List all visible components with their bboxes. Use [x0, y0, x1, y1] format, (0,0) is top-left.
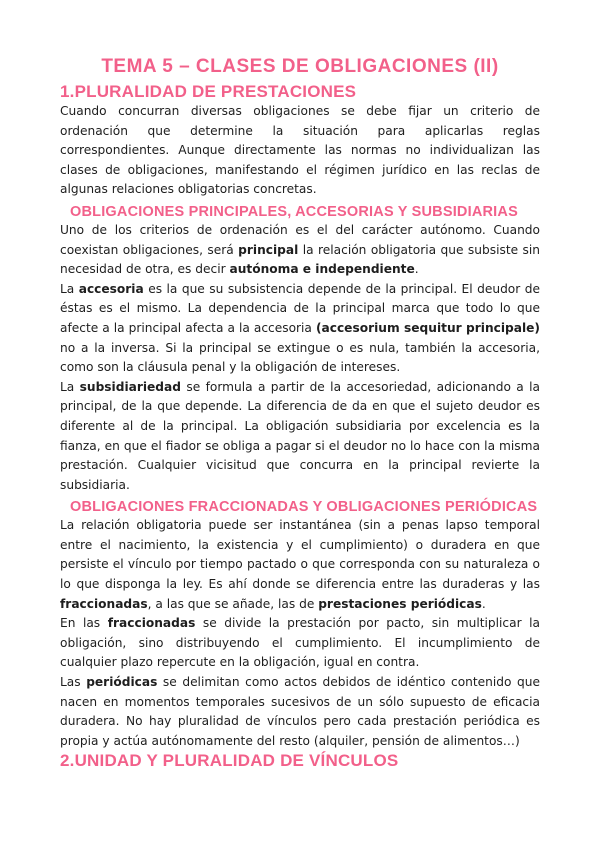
paragraph-intro: Cuando concurran diversas obligaciones se debe fijar un criterio de ordenación que determine la situación para aplicarlas reglas correspondientes. Aunque directamente las normas no individualizan las clases de obligaciones, manifestando el régimen jurídico en las reclas de algunas relaciones obligatorias concretas.	[60, 104, 540, 197]
paragraph-principal: Uno de los criterios de ordenación es el del carácter autónomo. Cuando coexistan obligaciones, será principal la relación obligatoria que subsiste sin necesidad de otra, es decir autónoma e independiente.	[60, 222, 541, 277]
paragraph-accesoria: La accesoria es la que su subsistencia depende de la principal. El deudor de éstas es el mismo. La dependencia de la principal marca que todo lo que afecte a la principal afecta a la accesoria (accesorium sequitur principale) no a la inversa. Si la principal se extingue o es nula, también la accesoria, como son la cláusula penal y la obligación de intereses.	[60, 281, 541, 375]
paragraph-subsidiaria: La subsidiariedad se formula a partir de la accesoriedad, adicionando a la principal, de la que depende. La diferencia de da en que el sujeto deudor es diferente al de la principal. La obligación subsidiaria por excelencia es la fianza, en que el fiador se obliga a pagar si el deudor no lo hace con la misma prestación. Cualquier vicisitud que concurra en la principal revierte la subsidiaria.	[60, 379, 540, 492]
paragraph-periodicas: Las periódicas se delimitan como actos debidos de idéntico contenido que nacen en momentos temporales sucesivos de un sólo supuesto de eficacia duradera. No hay pluralidad de vínculos pero cada prestación periódica es propia y actúa autónomamente del resto (alquiler, pensión de alimentos…)	[60, 675, 540, 748]
section-heading-unidad: 2.UNIDAD Y PLURALIDAD DE VÍNCULOS	[60, 751, 399, 771]
subheading-principales: OBLIGACIONES PRINCIPALES, ACCESORIAS Y SUBSIDIARIAS	[70, 203, 518, 220]
term-periodicas-prestaciones: prestaciones periódicas	[318, 596, 482, 611]
document-title: TEMA 5 – CLASES DE OBLIGACIONES (II)	[101, 56, 499, 77]
term-accesorium: (accesorium sequitur principale)	[315, 320, 541, 335]
term-fraccionadas: fraccionadas	[60, 596, 148, 611]
paragraph-instantanea: La relación obligatoria puede ser instantánea (sin a penas lapso temporal entre el nacimiento, la existencia y el cumplimiento) o duradera en que persiste el vínculo por tiempo pactado o que corresponda con su naturaleza o lo que disponga la ley. Es ahí donde se diferencia entre las duraderas y las fraccionadas, a las que se añade, las de prestaciones periódicas.	[60, 518, 540, 611]
term-accesoria: accesoria	[78, 281, 144, 296]
term-periodicas: periódicas	[86, 675, 158, 690]
paragraph-fraccionadas: En las fraccionadas se divide la prestación por pacto, sin multiplicar la obligación, sino distribuyendo el cumplimiento. El incumplimiento de cualquier plazo repercute en la obligación, igual en contra.	[60, 616, 540, 670]
term-principal: principal	[238, 242, 299, 257]
term-subsidiariedad: subsidiariedad	[79, 379, 181, 394]
term-autonoma: autónoma e independiente	[229, 262, 415, 277]
term-fraccionadas-2: fraccionadas	[107, 616, 196, 631]
section-heading-pluralidad: 1.PLURALIDAD DE PRESTACIONES	[60, 82, 357, 101]
subheading-fraccionadas: OBLIGACIONES FRACCIONADAS Y OBLIGACIONES PERIÓDICAS	[70, 499, 538, 516]
